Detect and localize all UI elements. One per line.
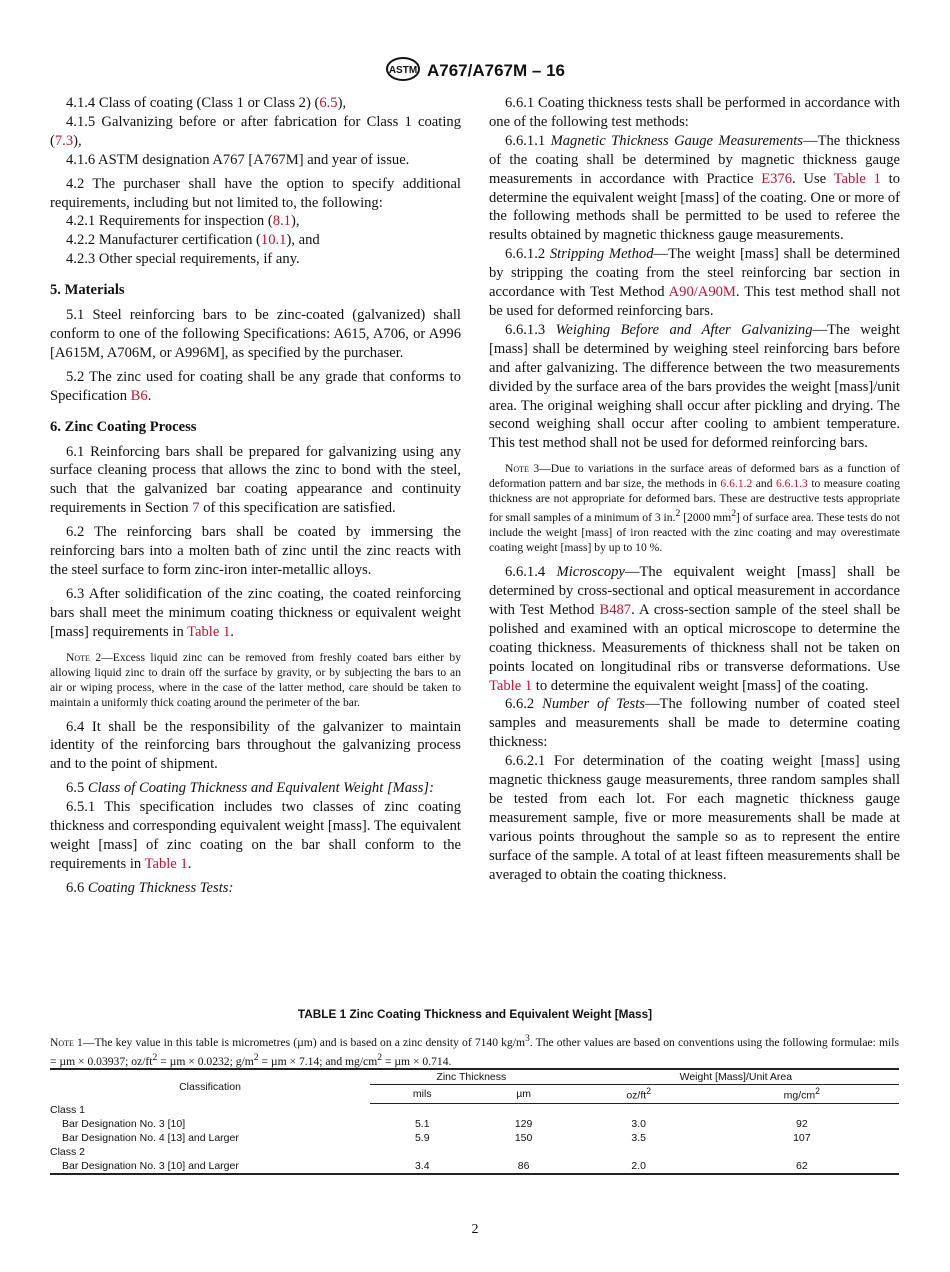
- text: to measure coating thickness are not appropriate for deformed bars. These are destructive tests appropriate for small samples of a minimum of 3 in.: [489, 477, 900, 525]
- text: 2—Excess liquid zinc can be removed from freshly coated bars either by allowing liquid zinc to drain off the surface by gravity, or by subjecting the bars to an air or wiping process, where in the case of the latter method, care should be taken to maintain a uniformly thick coating around the perimeter of the bar.: [50, 650, 461, 709]
- cross-reference-link[interactable]: 8.1: [272, 213, 291, 230]
- paragraph: [489, 245, 900, 321]
- note-text: = µm × 0.0232; g/m: [157, 1054, 254, 1068]
- paragraph: [50, 250, 461, 269]
- paragraph: [50, 798, 461, 874]
- cross-reference-link[interactable]: E376: [761, 170, 792, 187]
- paragraph: [50, 175, 461, 213]
- paragraph: [489, 563, 900, 695]
- table-row: [50, 1131, 899, 1145]
- paragraph: [50, 779, 461, 798]
- cross-reference-link[interactable]: B487: [599, 601, 632, 618]
- col-header-oz-text: oz/ft: [626, 1089, 647, 1102]
- text: Note: [505, 462, 529, 476]
- text: 4.2 The purchaser shall have the option to specify additional requirements, including but not limited to, the following:: [50, 175, 461, 211]
- superscript: 2: [253, 1051, 259, 1063]
- paragraph: [50, 306, 461, 363]
- text: 4.2.1 Requirements for inspection (: [66, 213, 273, 230]
- astm-logo-icon: [385, 56, 421, 87]
- text: and: [752, 477, 776, 491]
- text: 6.6.2.1 For determination of the coating weight [mass] using magnetic thickness gauge measurements, three random samples shall be tested from each lot. For each magnetic thickness gauge measurement sample, five or more measurements shall be made at various points throughout the sample so as to represent the entire surface of the sample. A total of at least fifteen measurements shall be averaged to obtain the coating thickness.: [489, 753, 900, 883]
- section-heading: [50, 281, 461, 300]
- text: ), and: [286, 232, 320, 249]
- paragraph: [50, 585, 461, 642]
- paragraph: [50, 231, 461, 250]
- text: 5.2 The zinc used for coating shall be any grade that conforms to Specification: [50, 368, 461, 404]
- text: . This test method shall not be used for deformed reinforcing bars.: [489, 284, 900, 319]
- cross-reference-link[interactable]: 10.1: [260, 232, 287, 249]
- cell-oz: 3.0: [631, 1118, 646, 1130]
- text: 5.1 Steel reinforcing bars to be zinc-coated (galvanized) shall conform to one of the following Specifications: A615, A706, or A996 [A615M, A706M, or A996M], as specified by the purchaser.: [50, 307, 461, 361]
- paragraph: [50, 879, 461, 898]
- col-header-oz: [573, 1085, 705, 1104]
- cross-reference-link[interactable]: Table 1: [187, 623, 231, 640]
- table-title: TABLE 1 Zinc Coating Thickness and Equivalent Weight [Mass]: [297, 1007, 653, 1021]
- paragraph: [489, 321, 900, 453]
- paragraph: [50, 151, 461, 170]
- italic-text: Stripping Method: [549, 246, 654, 263]
- text: —The weight [mass] shall be determined by weighing steel reinforcing bars before and after galvanizing. The difference between the two measurements divided by the surface area of the bars provides the weight [mass]/unit area. The original weighing shall occur after pickling and drying. The second weighing shall occur after cooling to ambient temperature. This test method shall not be used for deformed reinforcing bars.: [489, 321, 900, 452]
- text: 4.2.3 Other special requirements, if any.: [66, 251, 300, 268]
- paragraph: [50, 368, 461, 406]
- text: ] of surface area. These tests do not include the weight [mass] of iron reacted with the zinc coating and may overestimate coating weight [mass] by up to 10 %.: [489, 511, 900, 555]
- cell-label: Bar Designation No. 3 [10] and Larger: [50, 1159, 370, 1174]
- text: . A cross-section sample of the steel shall be polished and examined with an optical microscope to determine the coating thickness. Measurements of thickness shall not be taken on points located on longitudinal ribs or transverse deformations. Use: [489, 601, 900, 675]
- cross-reference-link[interactable]: 7: [192, 500, 200, 517]
- cross-reference-link[interactable]: 6.6.1.3: [775, 477, 808, 491]
- cross-reference-link[interactable]: B6: [130, 387, 148, 404]
- page-header: [0, 56, 950, 87]
- coating-table: [50, 1068, 899, 1175]
- italic-text: Class of Coating Thickness and Equivalent Weight [Mass]:: [87, 780, 434, 797]
- text: 6.3 After solidification of the zinc coating, the coated reinforcing bars shall meet the minimum coating thickness or equivalent weight [mass] requirements in: [50, 585, 461, 640]
- cell-mg: 107: [793, 1132, 811, 1144]
- italic-text: Weighing Before and After Galvanizing: [555, 321, 813, 338]
- text: 6.5: [66, 780, 88, 797]
- cell-label: Bar Designation No. 4 [13] and Larger: [62, 1132, 239, 1144]
- cell-mg: 92: [796, 1118, 808, 1130]
- cross-reference-link[interactable]: Table 1: [833, 170, 881, 187]
- cell-um: 150: [514, 1132, 533, 1144]
- section-heading: [50, 418, 461, 437]
- note-paragraph: [489, 461, 900, 555]
- col-header-um: µm: [475, 1085, 573, 1104]
- text: 6.5.1 This specification includes two classes of zinc coating thickness and corresponding equivalent weight [mass]. The equivalent weight [mass] of zinc coating on the bar shall conform to the requirements in: [50, 799, 461, 872]
- text: .: [147, 387, 152, 404]
- right-column: [489, 94, 900, 884]
- cross-reference-link[interactable]: A90/A90M: [668, 284, 736, 301]
- cross-reference-link[interactable]: 6.5: [319, 95, 338, 111]
- left-column: [50, 94, 461, 898]
- text: 3—Due to variations in the surface areas of deformed bars as a function of deformation pattern and bar size, the methods in: [489, 462, 900, 491]
- col-group-weight: Weight [Mass]/Unit Area: [573, 1069, 899, 1085]
- class-label: Class 1: [50, 1104, 86, 1116]
- text: .: [230, 623, 234, 640]
- paragraph: [50, 94, 461, 113]
- text: ),: [337, 95, 347, 111]
- note-text: = µm × 0.714.: [382, 1054, 452, 1068]
- text: to determine the equivalent weight [mass] of the coating. One or more of the following methods shall be permitted to be used to referee the results obtained by magnetic thickness gauge measurements.: [489, 170, 900, 244]
- italic-text: Magnetic Thickness Gauge Measurements: [550, 132, 803, 149]
- text: 6.1 Reinforcing bars shall be prepared for galvanizing using any surface cleaning process that allows the zinc to bond with the steel, such that the galvanized bar coating appearance and continuity requirements in Section: [50, 443, 461, 517]
- paragraph: [489, 752, 900, 884]
- text: 6. Zinc Coating Process: [50, 418, 197, 435]
- note-label: Note: [50, 1035, 74, 1049]
- text: 6.4 It shall be the responsibility of the galvanizer to maintain identity of the reinforcing bars throughout the galvanizing process and to the point of shipment.: [50, 718, 461, 773]
- cell-mils: 3.4: [370, 1159, 475, 1174]
- paragraph: [50, 718, 461, 775]
- col-header-mg-text: mg/cm: [783, 1089, 816, 1102]
- italic-text: Microscopy: [556, 564, 625, 581]
- cell-label: Bar Designation No. 3 [10]: [62, 1118, 186, 1130]
- cell-um: 129: [514, 1118, 533, 1130]
- text: —The following number of coated steel samples and measurements shall be made to determine coating thickness:: [489, 696, 901, 751]
- text: 6.6.1.1: [505, 132, 551, 149]
- text: .: [187, 855, 192, 872]
- cell-mg: 62: [705, 1159, 899, 1174]
- col-header-mils: mils: [370, 1085, 475, 1104]
- text: 6.6.1 Coating thickness tests shall be performed in accordance with one of the following test methods:: [489, 95, 900, 130]
- paragraph: [50, 113, 461, 151]
- cross-reference-link[interactable]: Table 1: [144, 855, 188, 872]
- table-note: [50, 1031, 899, 1069]
- cell-oz: 2.0: [573, 1159, 705, 1174]
- text: of this specification are satisfied.: [199, 500, 396, 517]
- table-row-class2: [50, 1145, 899, 1159]
- superscript: 2: [152, 1051, 158, 1063]
- text: 6.6.1.3: [505, 321, 556, 338]
- paragraph: [50, 523, 461, 580]
- superscript: 2: [377, 1051, 383, 1063]
- table-row-class1: [50, 1103, 899, 1117]
- paragraph: [50, 212, 461, 231]
- note-text: 1—The key value in this table is micrometres (µm) and is based on a zinc density of 7140 kg/m: [73, 1035, 525, 1049]
- cross-reference-link[interactable]: 7.3: [54, 132, 74, 149]
- cell-oz: 3.5: [631, 1132, 646, 1144]
- svg-text:ASTM: ASTM: [388, 65, 418, 76]
- text: 4.2.2 Manufacturer certification (: [66, 232, 261, 249]
- note-text: = µm × 7.14; and mg/cm: [258, 1054, 378, 1068]
- text: —The weight [mass] shall be determined by stripping the coating from the steel reinforcing bar section in accordance with Test Method: [489, 246, 901, 301]
- text: to determine the equivalent weight [mass] of the coating.: [532, 677, 869, 694]
- class-label: Class 2: [50, 1146, 86, 1158]
- text: 6.6: [66, 879, 88, 896]
- italic-text: Number of Tests: [542, 696, 645, 713]
- superscript: 2: [675, 508, 681, 520]
- standard-designation: A767/A767M – 16: [427, 60, 565, 80]
- text: ),: [290, 213, 300, 230]
- col-header-classification: Classification: [50, 1069, 370, 1103]
- note-paragraph: [50, 650, 461, 710]
- superscript: 3: [524, 1033, 530, 1044]
- superscript: 2: [731, 508, 737, 520]
- cross-reference-link[interactable]: 6.6.1.2: [720, 477, 753, 491]
- superscript: 2: [646, 1086, 652, 1096]
- text: 5. Materials: [50, 282, 125, 299]
- paragraph: [50, 443, 461, 519]
- text: 6.6.1.2: [505, 246, 550, 263]
- cell-um: 86: [475, 1159, 573, 1174]
- text: [2000 mm: [680, 511, 732, 525]
- page-number: 2: [471, 1222, 479, 1237]
- table-row: [50, 1117, 899, 1131]
- text: 4.1.6 ASTM designation A767 [A767M] and year of issue.: [66, 151, 410, 168]
- note-text: . The other values are based on conventions using the following formulae: mils = µm × 0.03937; oz/ft: [50, 1035, 899, 1068]
- cell-mils: 5.1: [414, 1118, 430, 1130]
- superscript: 2: [815, 1086, 821, 1096]
- text: ),: [73, 132, 82, 149]
- text: 4.1.4 Class of coating (Class 1 or Class 2) (: [66, 95, 320, 111]
- paragraph: [489, 94, 900, 132]
- paragraph: [489, 695, 900, 752]
- cross-reference-link[interactable]: Table 1: [489, 677, 533, 694]
- text: . Use: [792, 170, 834, 187]
- text: 4.1.5 Galvanizing before or after fabrication for Class 1 coating (: [50, 113, 461, 149]
- cell-mils: 5.9: [414, 1132, 430, 1144]
- italic-text: Coating Thickness Tests:: [87, 879, 234, 896]
- text: 6.6.1.4: [505, 564, 557, 581]
- text: 6.2 The reinforcing bars shall be coated by immersing the reinforcing bars into a molten bath of zinc until the zinc reacts with the steel surface to form zinc-iron inter-metallic alloys.: [50, 524, 461, 578]
- text: Note: [66, 650, 90, 664]
- text: 6.6.2: [505, 696, 543, 713]
- text: —The equivalent weight [mass] shall be determined by cross-sectional and optical measurement in accordance with Test Method: [489, 564, 900, 618]
- text: —The thickness of the coating shall be determined by magnetic thickness gauge measurements in accordance with Practice: [489, 132, 901, 187]
- paragraph: [489, 132, 900, 245]
- table-row: [50, 1159, 899, 1174]
- col-group-zinc-thickness: Zinc Thickness: [370, 1069, 573, 1085]
- col-header-mg: [705, 1085, 899, 1104]
